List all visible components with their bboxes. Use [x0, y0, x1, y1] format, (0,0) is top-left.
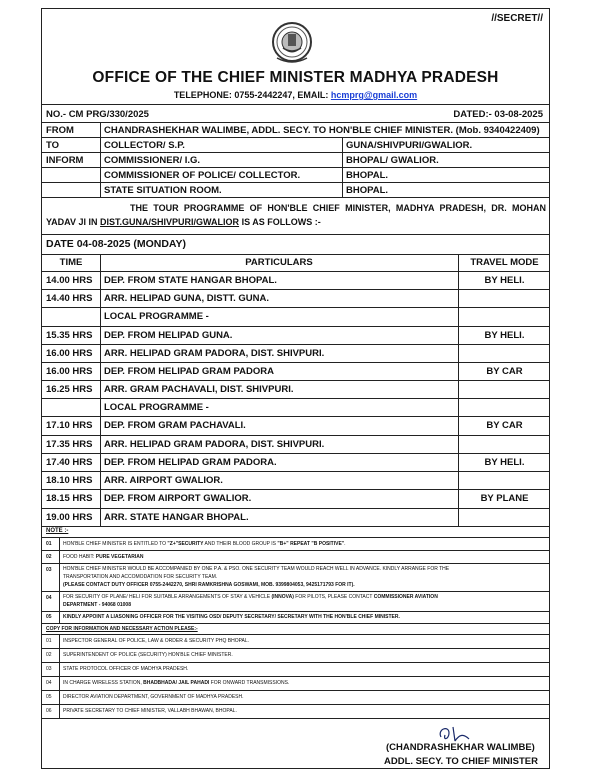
copy-3-text: STATE PROTOCOL OFFICER OF MADHYA PRADESH.: [63, 666, 189, 672]
row-9-particulars: DEP. FROM GRAM PACHAVALI.: [104, 420, 246, 431]
row-4-particulars: DEP. FROM HELIPAD GUNA.: [104, 330, 233, 341]
to-label: TO: [46, 140, 60, 151]
note-1-d: "B+" REPEAT "B POSITIVE": [277, 541, 345, 547]
row-13-mode: BY PLANE: [480, 493, 529, 504]
copy-3-num: 03: [46, 666, 52, 672]
telephone-line: [42, 90, 549, 100]
copy-4-text: [63, 680, 289, 686]
note-heading: NOTE :-: [46, 528, 69, 534]
intro-tail: IS AS FOLLOWS :-: [241, 217, 321, 227]
note-4-line-1: [63, 594, 438, 600]
from-label: FROM: [46, 125, 74, 136]
row-4-mode: BY HELI.: [484, 330, 525, 341]
note-1-text: [63, 541, 346, 547]
note-1-c: AND THEIR BLOOD GROUP IS: [203, 541, 278, 547]
row-1-mode: BY HELI.: [484, 275, 525, 286]
row-10-time: 17.35 HRS: [46, 439, 93, 450]
to-office-4: STATE SITUATION ROOM.: [104, 185, 222, 196]
row-1-particulars: DEP. FROM STATE HANGAR BHOPAL.: [104, 275, 277, 286]
row-13-time: 18.15 HRS: [46, 493, 93, 504]
row-13-particulars: DEP. FROM AIRPORT GWALIOR.: [104, 493, 252, 504]
note-4-a: FOR SECURITY OF PLANE/ HELI FOR SUITABLE ARRANGEMENTS OF STAY & VEHICLE: [63, 594, 272, 600]
row-8-particulars: LOCAL PROGRAMME -: [104, 402, 209, 413]
row-1-time: 14.00 HRS: [46, 275, 93, 286]
to-place-3: BHOPAL.: [346, 170, 389, 181]
row-14-particulars: ARR. STATE HANGAR BHOPAL.: [104, 512, 249, 523]
copy-4-num: 04: [46, 680, 52, 686]
note-1-b: "Z+"SECURITY: [167, 541, 204, 547]
copy-4-c: FOR ONWARD TRANSMISSIONS.: [209, 680, 290, 686]
email-link[interactable]: hcmprg@gmail.com: [330, 90, 418, 100]
row-9-time: 17.10 HRS: [46, 420, 93, 431]
to-place-4: BHOPAL.: [346, 185, 389, 196]
intro-paragraph: [46, 201, 546, 229]
intro-text: THE TOUR PROGRAMME OF HON'BLE CHIEF MINISTER, MADHYA PRADESH, DR. MOHAN YADAV JI IN: [46, 203, 546, 227]
header-time: TIME: [59, 257, 83, 268]
row-11-time: 17.40 HRS: [46, 457, 93, 468]
row-10-particulars: ARR. HELIPAD GRAM PADORA, DIST. SHIVPURI.: [104, 439, 325, 450]
row-4-time: 15.35 HRS: [46, 330, 93, 341]
to-place-2: BHOPAL/ GWALIOR.: [346, 155, 439, 166]
row-3-particulars: LOCAL PROGRAMME -: [104, 311, 209, 322]
copy-1-text: INSPECTOR GENERAL OF POLICE, LAW & ORDER & SECURITY PHQ BHOPAL.: [63, 638, 250, 644]
copy-5-num: 05: [46, 694, 52, 700]
row-14-time: 19.00 HRS: [46, 512, 93, 523]
note-4-num: 04: [46, 595, 52, 601]
note-5-num: 05: [46, 614, 52, 620]
header-travel-mode: TRAVEL MODE: [470, 257, 539, 268]
row-11-mode: BY HELI.: [484, 457, 525, 468]
note-1-e: .: [344, 541, 346, 547]
header-particulars: PARTICULARS: [245, 257, 313, 268]
to-office-1: COLLECTOR/ S.P.: [104, 140, 185, 151]
letter-page: [41, 8, 550, 769]
row-7-time: 16.25 HRS: [46, 384, 93, 395]
row-6-particulars: DEP. FROM HELIPAD GRAM PADORA: [104, 366, 274, 377]
note-1-num: 01: [46, 541, 52, 547]
dated: DATED:- 03-08-2025: [453, 109, 543, 120]
note-2-a: FOOD HABIT:: [63, 554, 96, 560]
to-office-2: COMMISSIONER/ I.G.: [104, 155, 201, 166]
secret-mark: //SECRET//: [491, 13, 543, 24]
row-12-time: 18.10 HRS: [46, 475, 93, 486]
note-2-b: PURE VEGETARIAN: [95, 554, 144, 560]
reference-number: NO.- CM PRG/330/2025: [46, 109, 149, 120]
note-4-b: (INNOVA): [271, 594, 294, 600]
telephone-text: TELEPHONE: 0755-2442247, EMAIL:: [173, 90, 331, 100]
to-office-3: COMMISSIONER OF POLICE/ COLLECTOR.: [104, 170, 301, 181]
note-4-c: FOR PILOTS, PLEASE CONTACT: [293, 594, 374, 600]
note-2-text: [63, 554, 143, 560]
copy-6-num: 06: [46, 708, 52, 714]
row-12-particulars: ARR. AIRPORT GWALIOR.: [104, 475, 223, 486]
note-1-a: HON'BLE CHIEF MINISTER IS ENTITLED TO: [63, 541, 168, 547]
copy-5-text: DIRECTOR AVIATION DEPARTMENT, GOVERNMENT OF MADHYA PRADESH.: [63, 694, 244, 700]
row-2-time: 14.40 HRS: [46, 293, 93, 304]
copy-4-b: BHADBHADA/ JAIL PAHADI: [143, 680, 210, 686]
row-7-particulars: ARR. GRAM PACHAVALI, DIST. SHIVPURI.: [104, 384, 294, 395]
note-5-text: KINDLY APPOINT A LIASONING OFFICER FOR THE VISITING OSD/ DEPUTY SECRETARY/ SECRETARY WITH THE HON'BLE CHIEF MINISTER.: [63, 614, 400, 620]
row-9-mode: BY CAR: [486, 420, 523, 431]
signatory-designation: ADDL. SECY. TO CHIEF MINISTER: [384, 756, 538, 767]
state-emblem-icon: [267, 20, 317, 66]
copy-2-text: SUPERINTENDENT OF POLICE (SECURITY) HON'BLE CHIEF MINISTER.: [63, 652, 233, 658]
row-6-time: 16.00 HRS: [46, 366, 93, 377]
copy-2-num: 02: [46, 652, 52, 658]
copy-6-text: PRIVATE SECRETARY TO CHIEF MINISTER, VALLABH BHAWAN, BHOPAL.: [63, 708, 237, 714]
note-3-line-1: HON'BLE CHIEF MINISTER WOULD BE ACCOMPANIED BY ONE P.A. & PSO. ONE SECURITY TEAM WOULD REACH WELL IN ADVANCE. KINDLY ARRANGE FOR THE: [63, 566, 450, 572]
row-11-particulars: DEP. FROM HELIPAD GRAM PADORA.: [104, 457, 277, 468]
inform-label: INFORM: [46, 155, 84, 166]
copy-1-num: 01: [46, 638, 52, 644]
copy-4-a: IN CHARGE WIRELESS STATION,: [63, 680, 144, 686]
intro-district: DIST.GUNA/SHIVPURI/GWALIOR: [100, 217, 240, 227]
note-2-num: 02: [46, 554, 52, 560]
note-3-line-3: (PLEASE CONTACT DUTY OFFICER 0755-2442270, SHRI RAMKRISHNA GOSWAMI, MOB. 9399804053, 9425171793 FOR IT).: [63, 582, 355, 588]
note-3-num: 03: [46, 567, 52, 573]
schedule-date: DATE 04-08-2025 (MONDAY): [46, 238, 187, 250]
office-title: OFFICE OF THE CHIEF MINISTER MADHYA PRADESH: [92, 69, 499, 86]
copy-heading: COPY FOR INFORMATION AND NECESSARY ACTION PLEASE:-: [46, 626, 198, 632]
note-4-line-2: DEPARTMENT - 94068 01008: [63, 602, 131, 608]
row-6-mode: BY CAR: [486, 366, 523, 377]
to-place-1: GUNA/SHIVPURI/GWALIOR.: [346, 140, 473, 151]
row-5-time: 16.00 HRS: [46, 348, 93, 359]
row-5-particulars: ARR. HELIPAD GRAM PADORA, DIST. SHIVPURI.: [104, 348, 325, 359]
signatory-name: (CHANDRASHEKHAR WALIMBE): [386, 742, 535, 753]
note-4-d: COMMISSIONER AVIATION: [373, 594, 438, 600]
from-value: CHANDRASHEKHAR WALIMBE, ADDL. SECY. TO HON'BLE CHIEF MINISTER. (Mob. 9340422409): [104, 125, 540, 136]
note-3-line-2: TRANSPORTATION AND ACCOMODATION FOR SECURITY TEAM.: [63, 574, 218, 580]
row-2-particulars: ARR. HELIPAD GUNA, DISTT. GUNA.: [104, 293, 270, 304]
